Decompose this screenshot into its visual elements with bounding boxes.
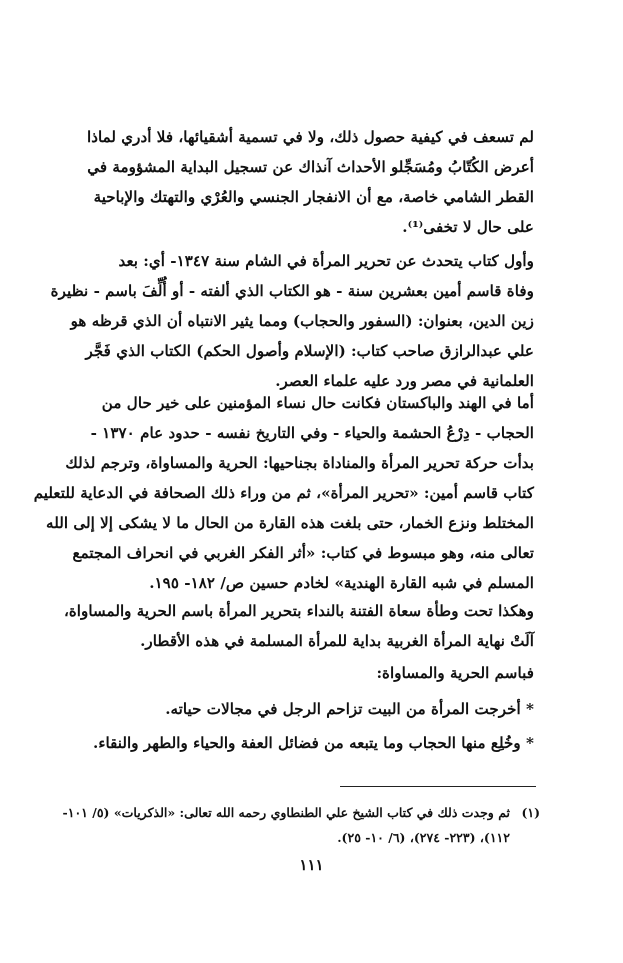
bullet-text: * أخرجت المرأة من البيت تزاحم الرجل في مجالات حياته. [165,700,534,718]
paragraph-line: تعالى منه، وهو مبسوط في كتاب: «أثر الفكر الغربي في انحراف المجتمع [72,544,534,562]
heading-text: فباسم الحرية والمساواة: [376,664,534,682]
paragraph-line: الحجاب - دِرْعُ الحشمة والحياء - وفي التاريخ نفسه - حدود عام ١٣٧٠ - [90,424,534,442]
paragraph-line: زين الدين، بعنوان: (السفور والحجاب) ومما يثير الانتباه أن الذي قرظه هو [70,312,534,330]
paragraph-line: لم تسعف في كيفية حصول ذلك، ولا في تسمية أشقيائها، فلا أدري لماذا [86,128,534,146]
footnote-divider [340,786,536,787]
paragraph-line: بدأت حركة تحرير المرأة والمناداة بجناحيها: الحرية والمساواة، وترجم لذلك [65,454,534,472]
paragraph-3 [33,388,534,598]
footnote-line: ١١٢)، (٢٢٣- ٢٧٤)، (٦/ ١٠- ٢٥). [337,830,510,845]
paragraph-line: العلمانية في مصر ورد عليه علماء العصر. [275,372,534,390]
paragraph-line: وهكذا تحت وطأة سعاة الفتنة بالنداء بتحرير المرأة باسم الحرية والمساواة، [63,602,534,620]
paragraph-line: المسلم في شبه القارة الهندية» لخادم حسين ص/ ١٨٢- ١٩٥. [149,574,534,592]
footnote-number: (١) [521,805,540,820]
paragraph-line: المختلط ونزع الخمار، حتى بلغت هذه القارة من الحال ما لا يشكى إلا إلى الله [46,514,534,532]
page-number: ١١١ [299,856,324,874]
bullet-item-2 [93,728,534,758]
paragraph-line: القطر الشامي خاصة، مع أن الانفجار الجنسي والعُرْي والتهتك والإباحية [93,188,534,206]
bullet-text: * وخُلِع منها الحجاب وما يتبعه من فضائل العفة والحياء والطهر والنقاء. [93,734,534,752]
paragraph-line: وأول كتاب يتحدث عن تحرير المرأة في الشام سنة ١٣٤٧- أي: بعد [118,252,534,270]
paragraph-line: أما في الهند والباكستان فكانت حال نساء المؤمنين على خير حال من [101,394,534,412]
paragraph-line: أعرض الكُتّابُ ومُسَجِّلو الأحداث آنذاك عن تسجيل البداية المشؤومة في [87,158,534,176]
paragraph-2 [50,246,534,396]
paragraph-1 [86,122,534,242]
paragraph-line: على حال لا تخفى⁽¹⁾. [402,218,534,236]
paragraph-line: آلَتْ نهاية المرأة الغربية بداية للمرأة المسلمة في هذه الأقطار. [140,632,534,650]
paragraph-line: علي عبدالرازق صاحب كتاب: (الإسلام وأصول الحكم) الكتاب الذي فَجَّر [85,342,534,360]
paragraph-line: وفاة قاسم أمين بعشرين سنة - هو الكتاب الذي ألفته - أو أُلِّفَ باسم - نظيرة [50,282,534,300]
footnote [62,800,540,850]
section-heading [104,658,534,688]
bullet-item-1 [104,694,534,724]
paragraph-4 [63,596,534,656]
footnote-line: ثم وجدت ذلك في كتاب الشيخ علي الطنطاوي رحمه الله تعالى: «الذكريات» (٥/ ١٠١- [62,805,510,820]
paragraph-line: كتاب قاسم أمين: «تحرير المرأة»، ثم من وراء ذلك الصحافة في الدعاية للتعليم [33,484,534,502]
